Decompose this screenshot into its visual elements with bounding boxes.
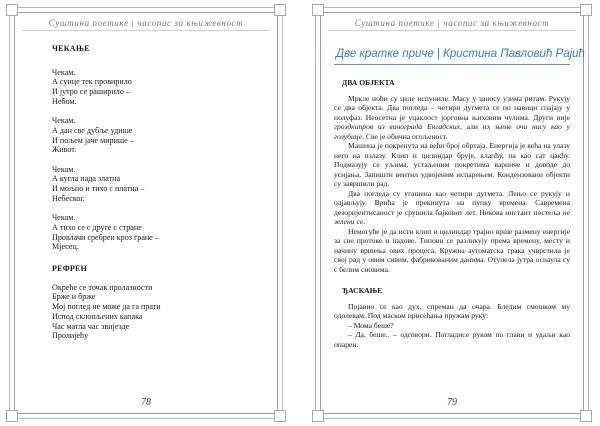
refrain-line: Окреће се точак пролазности bbox=[52, 282, 153, 292]
story-paragraph bbox=[334, 189, 570, 227]
poem-line: И мољно и тихо с платна – bbox=[52, 184, 145, 194]
poem-line: Чекам. bbox=[52, 67, 76, 77]
poem-body bbox=[52, 44, 272, 351]
poem-stanza bbox=[52, 213, 272, 252]
first-story-title: ДВА ОБЈЕКТА bbox=[342, 78, 395, 87]
poem-title: ЧЕКАЊЕ bbox=[52, 44, 90, 53]
corner-ornament bbox=[312, 410, 324, 422]
paragraph-emphasis: очи нису као у голубице bbox=[334, 122, 570, 141]
header-rule bbox=[328, 30, 576, 31]
poem-line: А сунце тек провирило bbox=[52, 77, 132, 87]
left-page bbox=[6, 4, 286, 422]
poem-line: Провлачи сребрен кроз гране – bbox=[52, 232, 159, 242]
story-paragraph bbox=[334, 94, 570, 142]
story-paragraph bbox=[334, 141, 570, 189]
second-story-title: ЂАСКАЊЕ bbox=[342, 286, 383, 295]
poem-line: А дан све дубље удише bbox=[52, 125, 133, 135]
poem-stanza bbox=[52, 165, 272, 204]
poem-line: Живот. bbox=[52, 145, 77, 155]
paragraph-text: , али их њене bbox=[460, 122, 517, 131]
corner-ornament bbox=[274, 410, 286, 422]
poem-line: Чекам. bbox=[52, 213, 76, 223]
corner-ornament bbox=[580, 410, 592, 422]
paragraph-emphasis: не зелени се bbox=[334, 207, 570, 226]
poem-stanza bbox=[52, 116, 272, 155]
refrain-line: Испод склопљених капака bbox=[52, 311, 143, 321]
corner-ornament bbox=[6, 4, 18, 16]
poem-line: И пољем јаче мирише – bbox=[52, 135, 134, 145]
corner-ornament bbox=[274, 4, 286, 16]
right-page bbox=[312, 4, 592, 422]
corner-ornament bbox=[6, 410, 18, 422]
refrain-line: Пролијећу bbox=[52, 331, 89, 341]
poem-line: Чекам. bbox=[52, 116, 76, 126]
poem-line: Небеског. bbox=[52, 193, 85, 203]
page-number: 79 bbox=[447, 397, 457, 408]
refrain-line: Час матла час звијезде bbox=[52, 321, 130, 331]
story-body bbox=[334, 78, 570, 349]
dialogue-line: – Мома беше? bbox=[348, 320, 394, 330]
page-number: 78 bbox=[141, 397, 151, 408]
refrain-line: Мој поглед не може да га прати bbox=[52, 302, 161, 312]
story-heading: Две кратке приче | Кристина Павловић Рајић bbox=[336, 48, 585, 60]
running-head: Суштина поетике | часопис за књижевност bbox=[354, 18, 550, 28]
paragraph-text: . Све је обична огољеност. bbox=[362, 131, 448, 141]
poem-line: И јутро се раширило – bbox=[52, 87, 130, 97]
paragraph-text: . bbox=[363, 217, 366, 226]
refrain-title: РЕФРЕН bbox=[52, 264, 88, 274]
story-paragraph bbox=[334, 227, 570, 275]
refrain-stanza bbox=[52, 283, 272, 341]
refrain-line: Брже и брже bbox=[52, 292, 96, 302]
story-heading-rule bbox=[334, 64, 570, 65]
corner-ornament bbox=[580, 4, 592, 16]
story-paragraph: Појавио се као дух, спреман да очара. Бледим смешком му одолевам. Под маском присећања пружам руку: bbox=[334, 301, 570, 320]
paragraph-text: Немогуће је да исти клип и цилиндар трајно врше размену енергије за све протоке и падове. Типови се разликују према времену, месту и начину вршења ових процеса. Кружна аутоматска трака учврстила је свој рад у овим сивим, фабрикованим данима. Отупела јутра оснаула су с белим сновима. bbox=[334, 226, 570, 274]
paragraph-text: Два погледа су угашена као четири дугмета. Лењо се рукују и одјављују. Врића је прекинута на пупку времена. Савремена дезоријентисаност је срушила бајковит лет. Никова инстант постеља bbox=[334, 188, 570, 217]
running-head: Суштина поетике | часопис за књижевност bbox=[48, 18, 244, 28]
poem-line: Чекам. bbox=[52, 164, 76, 174]
poem-line: Мјесец. bbox=[52, 242, 79, 252]
poem-line: А кугла пада златна bbox=[52, 174, 121, 184]
paragraph-text: Машина је покренута на већи број обртаја. Енергија је већа на улазу него на излазу. Клип и цилиндар брује, клапћу, па као сат цакћу. Подмазују се уљима, устаљеним покретима варниче и доводе до усијања. Запишти вентил удвојеним испарењем. Кондензовани објекти су завршили рад. bbox=[334, 141, 570, 188]
dialogue-line: – Да, беше.. – одговори. Погладисе руком по глави и удаљи као опарен. bbox=[334, 330, 570, 349]
header-rule bbox=[22, 30, 270, 31]
poem-line: А тихо се с друге с стране bbox=[52, 222, 142, 232]
paragraph-emphasis: гроздкипров из винограда Енгадских bbox=[334, 122, 461, 131]
corner-ornament bbox=[312, 4, 324, 16]
poem-line: Небом. bbox=[52, 96, 77, 106]
poem-stanza bbox=[52, 68, 272, 107]
paragraph-text: Мркле ноћи су целе испуниле. Масу у заносу узима ритам. Рукују се два објекта. Два погледа – четири дугмета се по навици спајају у полуфаз. Неосетна је уцаклост јорговна њиховим чулима. Други није bbox=[334, 93, 570, 122]
